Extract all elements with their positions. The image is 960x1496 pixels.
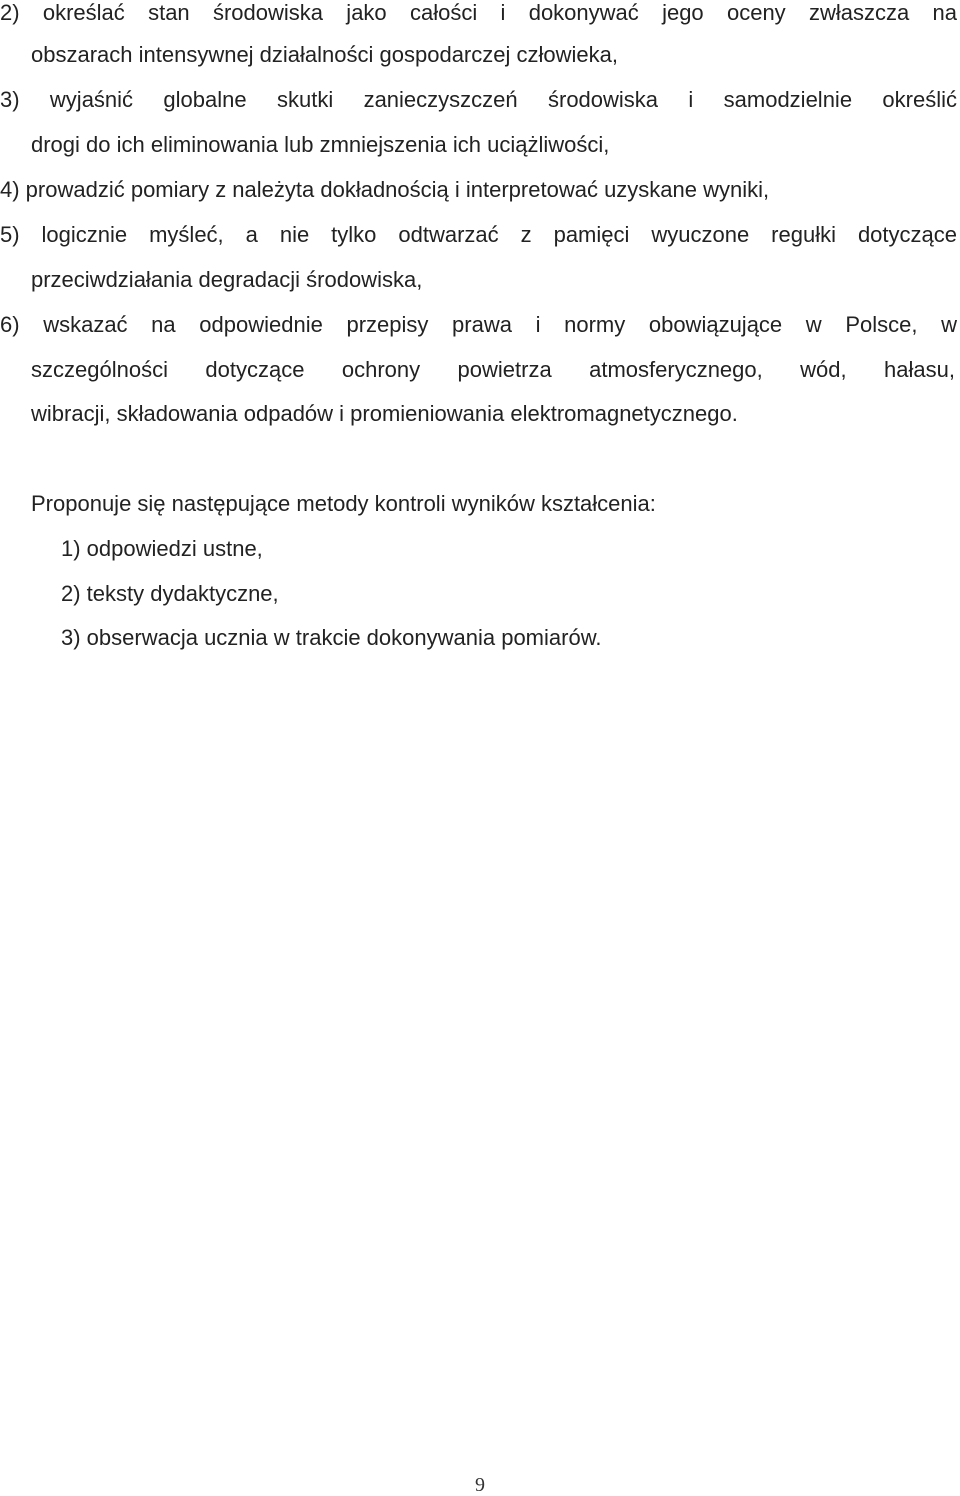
objective-item-3-line-2: drogi do ich eliminowania lub zmniejszenia ich uciążliwości, [31, 132, 610, 157]
assessment-intro: Proponuje się następujące metody kontroli wyników kształcenia: [31, 491, 656, 516]
objective-item-5-line-2: przeciwdziałania degradacji środowiska, [31, 267, 423, 292]
assessment-method-1: 1) odpowiedzi ustne, [61, 536, 263, 561]
page-number: 9 [475, 1474, 485, 1496]
objective-item-2-line-2: obszarach intensywnej działalności gospodarczej człowieka, [31, 42, 618, 67]
objective-item-6-line-1: 6) wskazać na odpowiednie przepisy prawa i normy obowiązujące w Polsce, w [0, 312, 957, 337]
objective-item-6-line-2: szczególności dotyczące ochrony powietrza atmosferycznego, wód, hałasu, [31, 357, 955, 382]
objective-item-6-line-3: wibracji, składowania odpadów i promieniowania elektromagnetycznego. [31, 401, 738, 426]
assessment-method-3: 3) obserwacja ucznia w trakcie dokonywania pomiarów. [61, 625, 602, 650]
objective-item-4-line-1: 4) prowadzić pomiary z należyta dokładnością i interpretować uzyskane wyniki, [0, 177, 770, 202]
objective-item-5-line-1: 5) logicznie myśleć, a nie tylko odtwarzać z pamięci wyuczone regułki dotyczące [0, 222, 957, 247]
objective-item-2-line-1: 2) określać stan środowiska jako całości i dokonywać jego oceny zwłaszcza na [0, 0, 957, 25]
objective-item-3-line-1: 3) wyjaśnić globalne skutki zanieczyszczeń środowiska i samodzielnie określić [0, 87, 957, 112]
assessment-method-2: 2) teksty dydaktyczne, [61, 581, 279, 606]
